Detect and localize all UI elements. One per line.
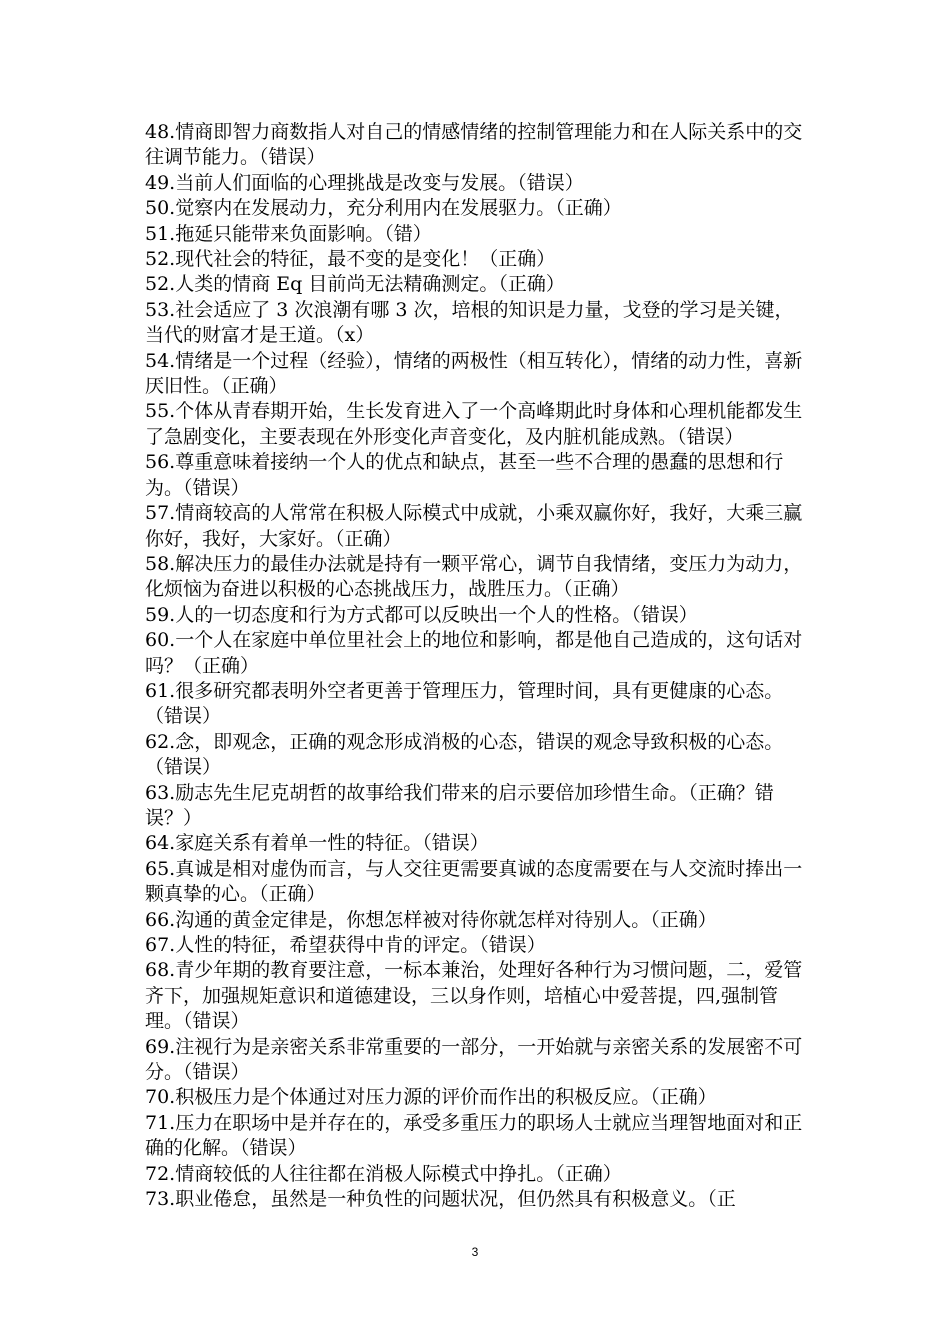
list-item: 53.社会适应了 3 次浪潮有哪 3 次，培根的知识是力量，戈登的学习是关键，当代的财富才是王道。（x） — [145, 298, 794, 347]
list-item: 66.沟通的黄金定律是，你想怎样被对待你就怎样对待别人。（正确） — [145, 908, 717, 931]
document-body — [145, 120, 810, 1212]
page-number: 3 — [471, 1245, 479, 1259]
list-item: 65.真诚是相对虚伪而言，与人交往更需要真诚的态度需要在与人交流时捧出一颗真挚的心。（正确） — [145, 857, 803, 906]
list-item: 54.情绪是一个过程（经验），情绪的两极性（相互转化），情绪的动力性，喜新厌旧性。（正确） — [145, 349, 803, 398]
list-item: 48.情商即智力商数指人对自己的情感情绪的控制管理能力和在人际关系中的交往调节能力。（错误） — [145, 121, 803, 169]
list-item: 55.个体从青春期开始，生长发育进入了一个高峰期此时身体和心理机能都发生了急剧变化，主要表现在外形变化声音变化，及内脏机能成熟。（错误） — [145, 400, 803, 448]
list-item: 70.积极压力是个体通过对压力源的评价而作出的积极反应。（正确） — [145, 1086, 717, 1109]
list-item: 62.念，即观念，正确的观念形成消极的心态，错误的观念导致积极的心态。（错误） — [145, 730, 784, 779]
list-item: 69.注视行为是亲密关系非常重要的一部分，一开始就与亲密关系的发展密不可分。（错误） — [145, 1035, 803, 1084]
list-item: 63.励志先生尼克胡哲的故事给我们带来的启示要倍加珍惜生命。（正确？错误？） — [145, 781, 774, 829]
list-item: 61.很多研究都表明外空者更善于管理压力，管理时间，具有更健康的心态。（错误） — [145, 679, 784, 728]
list-item: 72.情商较低的人往往都在消极人际模式中挣扎。（正确） — [145, 1162, 622, 1185]
list-item: 52.人类的情商 Eq 目前尚无法精确测定。（正确） — [145, 273, 565, 296]
list-item: 67.人性的特征，希望获得中肯的评定。（错误） — [145, 934, 546, 956]
list-item: 71.压力在职场中是并存在的，承受多重压力的职场人士就应当理智地面对和正确的化解。（错误） — [145, 1111, 803, 1160]
list-item: 68.青少年期的教育要注意，一标本兼治，处理好各种行为习惯问题，二，爱管齐下，加强规矩意识和道德建设，三以身作则，培植心中爱菩提，四,强制管理。（错误） — [145, 959, 803, 1033]
list-item: 60.一个人在家庭中单位里社会上的地位和影响，都是他自己造成的，这句话对吗？（正确） — [145, 629, 803, 677]
list-item: 58.解决压力的最佳办法就是持有一颗平常心，调节自我情绪，变压力为动力，化烦恼为奋进以积极的心态挑战压力，战胜压力。（正确） — [145, 552, 803, 601]
list-item: 59.人的一切态度和行为方式都可以反映出一个人的性格。（错误） — [145, 603, 698, 626]
list-item: 51.拖延只能带来负面影响。（错） — [145, 222, 432, 245]
list-item: 73.职业倦怠，虽然是一种负性的问题状况，但仍然具有积极意义。（正 — [145, 1188, 736, 1211]
list-item: 49.当前人们面临的心理挑战是改变与发展。（错误） — [145, 171, 584, 194]
list-item: 57.情商较高的人常常在积极人际模式中成就，小乘双赢你好，我好，大乘三赢你好，我好，大家好。（正确） — [145, 502, 803, 550]
list-item: 64.家庭关系有着单一性的特征。（错误） — [145, 832, 489, 855]
list-item: 56.尊重意味着接纳一个人的优点和缺点，甚至一些不合理的愚蠢的思想和行为。（错误） — [145, 451, 784, 499]
list-item: 52.现代社会的特征，最不变的是变化！（正确） — [145, 248, 556, 271]
list-item: 50.觉察内在发展动力，充分利用内在发展驱力。（正确） — [145, 197, 622, 220]
